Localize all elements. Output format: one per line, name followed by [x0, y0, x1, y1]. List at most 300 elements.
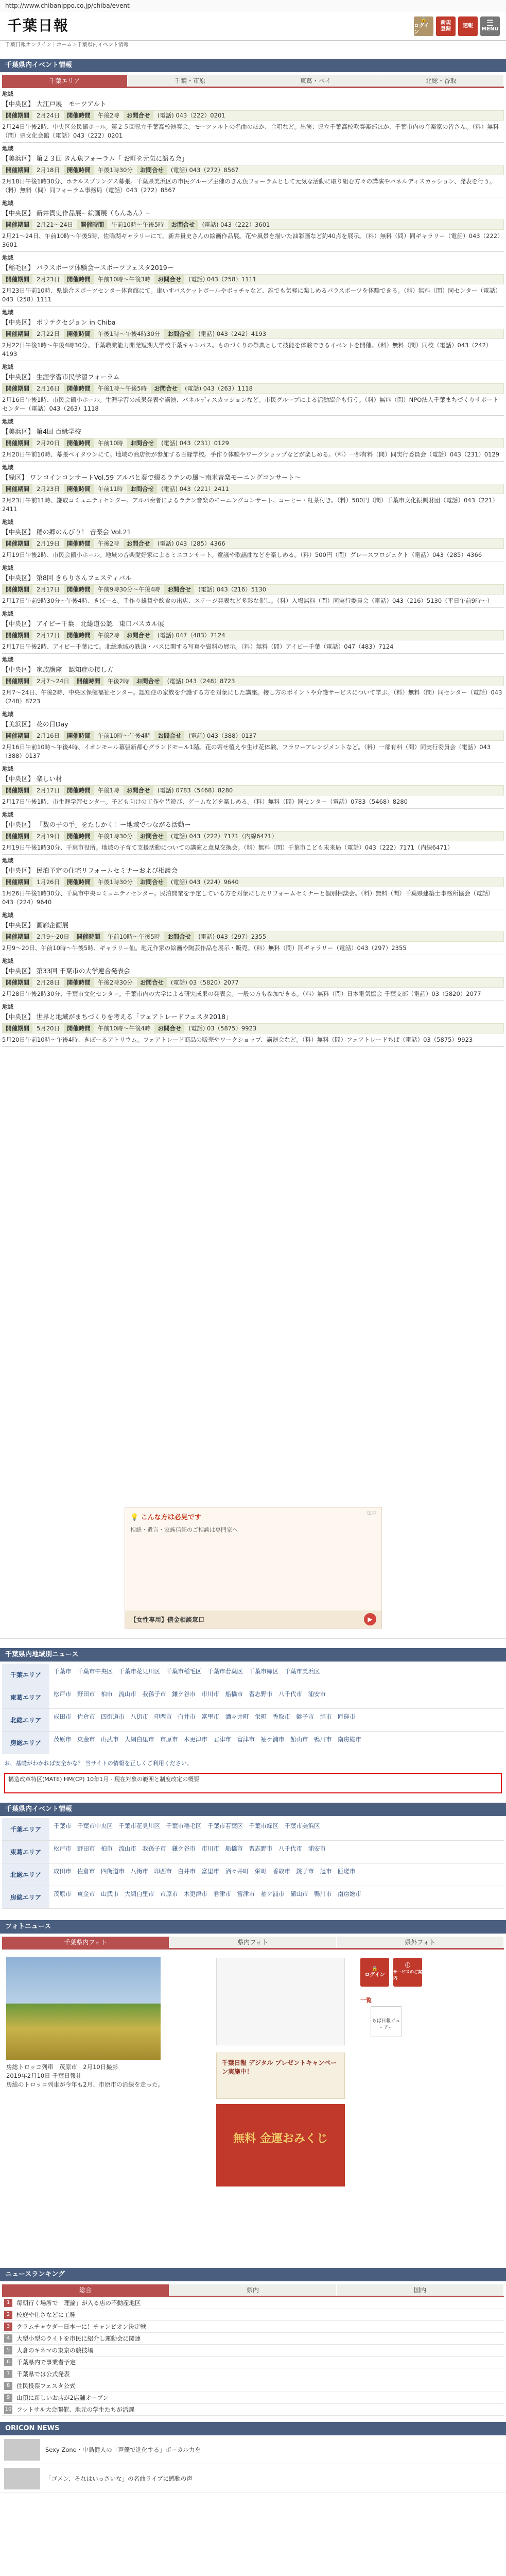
event-area: 地域	[2, 464, 13, 471]
oricon-list	[0, 2435, 506, 2493]
ranking-text[interactable]: 千葉県内で事業者予定	[16, 2359, 76, 2366]
url-text: http://www.chibanippo.co.jp/chiba/event	[5, 2, 130, 9]
event-contact: (電話) 043（216）5130	[198, 586, 267, 593]
event-date-key: 開催期間	[3, 585, 32, 594]
ranking-number: 6	[4, 2358, 12, 2366]
event-time: 午後1時30分	[97, 878, 133, 886]
event-contact-key: お問合せ	[154, 1024, 184, 1033]
area-link-cities[interactable]: 松戸市 野田市 柏市 流山市 我孫子市 鎌ケ谷市 市川市 船橋市 習志野市 八千代市 浦安市	[54, 1690, 326, 1698]
ranking-item[interactable]	[2, 2309, 504, 2321]
event-item[interactable]	[2, 562, 504, 608]
ranking-title: ニュースランキング	[0, 2268, 506, 2281]
event-area: 地域	[2, 766, 13, 772]
event-time: 午前10時〜午後4時	[97, 732, 151, 739]
events-area-links	[0, 1816, 506, 1911]
event-meta	[2, 584, 504, 595]
event-date: 2月23日	[37, 276, 60, 283]
area-link-row	[2, 1709, 504, 1732]
event-time-key: 開催時間	[64, 585, 94, 594]
ranking-number: 5	[4, 2346, 12, 2354]
event-time-key: 開催時間	[64, 539, 94, 548]
event-contact-key: お問合せ	[151, 384, 181, 393]
event-time-key: 開催時間	[64, 1024, 94, 1033]
event-contact-key: お問合せ	[137, 978, 167, 987]
events-tabs	[2, 75, 504, 88]
site-header	[0, 11, 506, 41]
tab-photo-domestic[interactable]: 県内フォト	[169, 1937, 337, 1948]
tab-chiba-area[interactable]: 千葉エリア	[2, 75, 128, 87]
event-description: 2月18日午後1時30分、ホテルスプリングス幕張。千葉県美浜区の市民グループ主催のきん魚フォーラムとして元気な活動に取り組む方々の講演やパネルディスカッション、発表を行う。（料）無料（問）同フォーラム事務局（電話）043（272）8567	[2, 178, 496, 194]
event-area: 地域	[2, 145, 13, 152]
event-date: 2月9〜20日	[37, 933, 69, 940]
event-contact-key: お問合せ	[164, 932, 194, 941]
tab-hokuso-katori[interactable]: 北総・香取	[378, 75, 504, 87]
event-title[interactable]: 【中央区】 楽しい村	[2, 775, 62, 783]
event-area: 地域	[2, 912, 13, 919]
event-description: 2月21〜24日、午前10時〜午後5時、佐鳴湖ギャラリーにて。新井貴史さんの絵画作品展。花や風景を描いた油彩画など約40点を展示。（料）無料（問）同ギャラリー（電話）043（222）3601	[2, 232, 503, 248]
event-area: 地域	[2, 255, 13, 261]
oricon-title: ORICON NEWS	[0, 2422, 506, 2435]
event-title[interactable]: 【緑区】 ワンコインコンサートVol.59 アルパと奏で綴るラテンの風〜南米音楽モーニングコンサート〜	[2, 473, 301, 481]
ranking-item[interactable]	[2, 2297, 504, 2309]
area-link-cities[interactable]: 千葉市 千葉市中央区 千葉市花見川区 千葉市稲毛区 千葉市若葉区 千葉市緑区 千葉市美浜区	[54, 1822, 320, 1829]
tab-ranking-national[interactable]: 国内	[337, 2284, 504, 2296]
area-link-row	[2, 1841, 504, 1863]
event-date: 2月19日	[37, 540, 60, 547]
event-title[interactable]: 【中央区】 稲の郷のんびり！ 音楽会 Vol.21	[2, 528, 131, 536]
event-date-key: 開催期間	[3, 786, 32, 795]
event-title[interactable]: 【中央区】 民泊予定の住宅リフォームセミナーおよび相談会	[2, 867, 178, 874]
events-section-title: 千葉県内イベント情報	[0, 59, 506, 72]
event-date: 2月17日	[37, 632, 60, 639]
ranking-text[interactable]: 校庭や仕さなどに工種	[16, 2311, 76, 2318]
event-time: 午前10時〜午後5時	[111, 221, 164, 228]
event-contact: (電話) 043（222）7171（内線6471）	[170, 833, 277, 840]
event-area: 地域	[2, 1004, 13, 1010]
event-meta	[2, 630, 504, 640]
event-time: 午前10時〜午後5時	[107, 933, 161, 940]
event-item[interactable]	[2, 654, 504, 708]
event-title[interactable]: 【美浜区】 第２３回 きん魚フォーラム「 お町を元気に語る会」	[2, 155, 188, 162]
event-time-key: 開催時間	[64, 731, 94, 740]
event-contact-key: お問合せ	[124, 631, 153, 640]
area-link-label[interactable]: 東葛エリア	[2, 1841, 49, 1863]
event-time-key: 開催時間	[74, 932, 103, 941]
event-time-key: 開催時間	[64, 438, 94, 448]
event-title[interactable]: 【中央区】 生涯学習市民学習フォーラム	[2, 373, 120, 381]
ad-banner[interactable]	[125, 1507, 382, 1629]
event-item[interactable]	[2, 763, 504, 809]
event-item[interactable]	[2, 252, 504, 307]
ranking-item[interactable]	[2, 2368, 504, 2380]
area-link-label[interactable]: 北総エリア	[2, 1863, 49, 1886]
event-time: 午後1時	[97, 787, 119, 794]
lock-icon: 🔒	[371, 1966, 378, 1972]
regional-news-title: 千葉県内地域別ニュース	[0, 1648, 506, 1662]
event-title[interactable]: 【中央区】 新井貴史作品展ー絵画展（らんあん）ー	[2, 209, 152, 217]
ranking-text[interactable]: クラムチャウダー日本一に！チャンピオン決定戦	[16, 2323, 146, 2330]
present-campaign-banner[interactable]: 千葉日報 デジタル プレゼントキャンペーン実施中！	[216, 2053, 345, 2099]
event-contact: (電話) 043（222）0201	[157, 112, 225, 119]
event-item[interactable]	[2, 416, 504, 462]
event-contact-key: お問合せ	[168, 220, 198, 229]
event-date-key: 開催期間	[3, 384, 32, 393]
event-item[interactable]	[2, 462, 504, 516]
event-item[interactable]	[2, 88, 504, 143]
tab-ranking-local[interactable]: 県内	[169, 2284, 337, 2296]
area-link-cities[interactable]: 茂原市 東金市 山武市 大網白里市 市原市 木更津市 君津市 富津市 袖ケ浦市 館山市 鴨川市 南房総市	[54, 1736, 361, 1743]
event-title[interactable]: 【中央区】 ボリテクセジョン in Chiba	[2, 318, 116, 326]
event-area: 地域	[2, 309, 13, 316]
event-date-key: 開催期間	[3, 631, 32, 640]
event-title[interactable]: 【中央区】 第8回 きらりさんフェスティバル	[2, 574, 132, 582]
event-date-key: 開催期間	[3, 676, 32, 686]
event-description: 2月19日午後1時30分、千葉市役所。地域の子育て支援活動についての講演と意見交換会。（料）無料（問）千葉市こども未来局（電話）043（222）7171（内線6471）	[2, 844, 453, 851]
event-contact: (電話) 043（297）2355	[198, 933, 267, 940]
event-time: 午前10時〜午後4時	[97, 1025, 151, 1032]
event-time: 午後2時	[107, 677, 129, 685]
event-time: 午前10時〜午後3時	[97, 276, 151, 283]
event-date-key: 開催期間	[3, 484, 32, 494]
event-title[interactable]: 【中央区】 第33回 千葉市の大学連合発表会	[2, 967, 130, 975]
event-description: 2月24日午後2時、中央区公民館ホール。第２５回県立千葉高校演奏会。モーツァルトの名曲のほか、合唱など。出演：県立千葉高校吹奏楽部ほか、千葉市内の音楽家の皆さん。（料）無料（問）県文化会館（電話）043（222）0201	[2, 123, 499, 139]
event-area: 地域	[2, 91, 13, 97]
events-list	[0, 88, 506, 1500]
event-item[interactable]	[2, 197, 504, 252]
ranking-text[interactable]: 大型小型のライトを市民に紹介し運動会に関連	[16, 2335, 141, 2342]
area-link-cities[interactable]: 松戸市 野田市 柏市 流山市 我孫子市 鎌ケ谷市 市川市 船橋市 習志野市 八千代市 浦安市	[54, 1845, 326, 1852]
ranking-item[interactable]	[2, 2345, 504, 2357]
event-date-key: 開催期間	[3, 1024, 32, 1033]
event-contact-key: お問合せ	[124, 111, 153, 120]
event-description: 2月23日午前10時、県総合スポーツセンター体育館にて。車いすバスケットボールやボッチャなど、誰でも気軽に楽しめるパラスポーツを体験できる。（料）無料（問）同センター（電話）043（258）1111	[2, 287, 501, 303]
event-time-key: 開催時間	[64, 978, 94, 987]
event-date-key: 開催期間	[3, 978, 32, 987]
area-link-label[interactable]: 房総エリア	[2, 1886, 49, 1908]
event-contact: (電話) 043（258）1111	[188, 276, 257, 283]
event-contact: (電話) 043（224）9640	[170, 878, 239, 886]
event-time: 午後2時	[97, 632, 119, 639]
event-date: 2月16日	[37, 385, 60, 392]
event-area: 地域	[2, 418, 13, 425]
breaking-news-button[interactable]: 速報	[458, 16, 478, 36]
event-date: 2月7〜24日	[37, 677, 69, 685]
event-contact: (電話) 03（5875）9923	[188, 1025, 257, 1032]
event-time: 午後1時30分	[97, 833, 133, 840]
event-area: 地域	[2, 519, 13, 526]
ranking-number: 4	[4, 2334, 12, 2343]
notice-text[interactable]: お、基礎がわかれば安全かな？ 当サイトの情報を正しくご利用ください。	[4, 1760, 193, 1767]
area-link-row	[2, 1686, 504, 1709]
omikuji-banner[interactable]: 無料 金運おみくじ	[216, 2104, 345, 2187]
event-description: 2月9〜20日、午前10時〜午後5時、ギャラリー仙。地元作家の絵画や陶芸作品を展示・販売。（料）無料（問）同ギャラリー（電話）043（297）2355	[2, 944, 407, 952]
event-area: 地域	[2, 958, 13, 964]
event-date-key: 開催期間	[3, 220, 32, 229]
event-meta	[2, 110, 504, 121]
ranking-number: 9	[4, 2394, 12, 2402]
area-link-label[interactable]: 房総エリア	[2, 1732, 49, 1754]
oricon-item[interactable]	[0, 2464, 506, 2493]
event-item[interactable]	[2, 708, 504, 763]
ranking-item[interactable]	[2, 2380, 504, 2392]
event-date-key: 開催期間	[3, 438, 32, 448]
area-link-cities[interactable]: 成田市 佐倉市 四街道市 八街市 印西市 白井市 富里市 酒々井町 栄町 香取市 銚子市 旭市 匝瑳市	[54, 1868, 356, 1875]
menu-button[interactable]: ☰ MENU	[480, 16, 500, 36]
ad-footer[interactable]: 【女性専用】借金相談窓口 ▶	[125, 1611, 381, 1628]
event-date-key: 開催期間	[3, 877, 32, 887]
event-time-key: 開催時間	[64, 275, 94, 284]
event-time-key: 開催時間	[74, 676, 103, 686]
event-time: 午前10時	[97, 439, 124, 447]
event-description: 2月16日午前10時〜午後4時、イオンモール幕張新都心グランドモール1階。花の寄せ植えや生け花体験、フラワーアレンジメントなど。（料）一部有料（問）同実行委員会（電話）043（388）0137	[2, 743, 491, 759]
event-time-key: 開催時間	[64, 384, 94, 393]
event-contact: (電話) 043（248）8723	[167, 677, 235, 685]
area-link-row	[2, 1732, 504, 1754]
event-contact: (電話) 043（221）2411	[161, 485, 229, 493]
header-buttons	[414, 16, 500, 36]
event-date: 2月28日	[37, 979, 60, 986]
event-title[interactable]: 【美浜区】 第4回 百縁学校	[2, 428, 81, 435]
event-description: 5月20日午前10時〜午後4時、きぼーるアトリウム。フェアトレード商品の販売やワークショップ、講演会など。（料）無料（問）フェアトレードちば（電話）03（5875）9923	[2, 1036, 473, 1043]
event-meta	[2, 931, 504, 942]
event-contact-key: お問合せ	[124, 786, 153, 795]
tab-photo-overseas[interactable]: 県外フォト	[337, 1937, 504, 1948]
event-time-key: 開催時間	[77, 220, 107, 229]
address-bar[interactable]	[0, 0, 506, 11]
tab-photo-chiba[interactable]: 千葉県内フォト	[2, 1937, 169, 1948]
event-meta	[2, 831, 504, 841]
event-title[interactable]: 【中央区】 アイビー千葉 北総道公認 東口バスカル展	[2, 620, 164, 628]
oricon-text[interactable]: Sexy Zone・中島健人の「声優で進化する」ボーカル力を	[45, 2446, 201, 2453]
event-item[interactable]	[2, 909, 504, 955]
ranking-tabs	[2, 2284, 504, 2297]
site-logo[interactable]: 千葉日報	[7, 17, 69, 34]
event-description: 2月19日午後2時、市民会館小ホール。地域の音楽愛好家によるミニコンサート。童謡や歌謡曲などを楽しめる。（料）500円（問）グレースプロジェクト（電話）043（285）4366	[2, 551, 482, 558]
event-time-key: 開催時間	[64, 484, 94, 494]
ranking-text[interactable]: フットサル大会開催、地元の学生たちが活躍	[16, 2406, 134, 2413]
event-date-key: 開催期間	[3, 731, 32, 740]
ad-label: 広告	[367, 1511, 376, 1516]
area-link-label[interactable]: 北総エリア	[2, 1709, 49, 1731]
info-icon: ⓘ	[405, 1963, 410, 1969]
event-contact: (電話) 043（285）4366	[157, 540, 225, 547]
event-meta	[2, 219, 504, 230]
event-item[interactable]	[2, 1001, 504, 1047]
photo-caption: 房総トロッコ列車 茂原市 2月10日撮影 2019年2月10日 千葉日報社 房総のトロッコ列車が今年も2月、市原市の沿線を走った。	[6, 2063, 164, 2088]
event-item[interactable]	[2, 608, 504, 654]
event-area: 地域	[2, 364, 13, 370]
event-area: 地域	[2, 611, 13, 617]
event-contact-key: お問合せ	[133, 676, 163, 686]
event-meta	[2, 274, 504, 284]
photo-tabs	[2, 1937, 504, 1950]
ranking-number: 7	[4, 2370, 12, 2378]
ranking-number: 8	[4, 2382, 12, 2390]
photo-news-title: フォトニュース	[0, 1920, 506, 1934]
ranking-list	[0, 2297, 506, 2416]
event-item[interactable]	[2, 307, 504, 361]
event-description: 2月16日午後1時、市民会館小ホール。生涯学習の成果発表や講演、パネルディスカッションなど。市民グループによる活動紹介も行う。（料）無料（問）NPO法人千葉まちづくりサポートセンター（電話）043（263）1118	[2, 396, 499, 412]
oricon-thumbnail[interactable]	[4, 2439, 40, 2461]
event-item[interactable]	[2, 809, 504, 855]
ranking-item[interactable]	[2, 2321, 504, 2333]
area-link-label[interactable]: 千葉エリア	[2, 1664, 49, 1686]
ranking-item[interactable]	[2, 2392, 504, 2404]
event-meta	[2, 538, 504, 549]
ranking-text[interactable]: 住民投票フェスタ公式	[16, 2382, 76, 2389]
event-contact: (電話) 043（272）8567	[170, 166, 239, 174]
event-contact: (電話) 043（388）0137	[188, 732, 257, 739]
event-meta	[2, 1023, 504, 1033]
event-contact: (電話) 0783（5468）8280	[157, 787, 233, 794]
event-contact: (電話) 043（263）1118	[185, 385, 253, 392]
event-date: 2月17日	[37, 586, 60, 593]
ranking-text[interactable]: 千葉県では公式発表	[16, 2370, 70, 2378]
breadcrumb: 千葉日報オンライン｜ホーム＞千葉県内イベント情報	[5, 42, 129, 48]
tab-ranking-all[interactable]: 総合	[2, 2284, 169, 2296]
hamburger-icon: ☰	[486, 18, 494, 28]
event-time: 午後1時〜午後5時	[97, 385, 147, 392]
area-link-label[interactable]: 千葉エリア	[2, 1818, 49, 1840]
event-date-key: 開催期間	[3, 832, 32, 841]
regional-news-links	[0, 1662, 506, 1756]
event-area: 地域	[2, 811, 13, 818]
ranking-text[interactable]: 大倉のキネマの東京の競技場	[16, 2347, 94, 2354]
oricon-thumbnail[interactable]	[4, 2468, 40, 2489]
newspaper-thumbnail[interactable]	[216, 1958, 345, 2045]
event-area: 地域	[2, 656, 13, 663]
area-link-cities[interactable]: 千葉市 千葉市中央区 千葉市花見川区 千葉市稲毛区 千葉市若葉区 千葉市緑区 千葉市美浜区	[54, 1668, 320, 1675]
event-contact-key: お問合せ	[127, 438, 157, 448]
event-time: 午後2時30分	[97, 979, 133, 986]
event-time: 午後1時〜午後4時30分	[97, 330, 161, 337]
event-meta	[2, 877, 504, 887]
side-buttons	[360, 1958, 422, 1987]
ranking-number: 10	[4, 2405, 12, 2414]
area-link-label[interactable]: 東葛エリア	[2, 1686, 49, 1708]
event-meta	[2, 165, 504, 175]
event-title[interactable]: 【中央区】 画廊企画展	[2, 921, 68, 929]
ranking-number: 2	[4, 2311, 12, 2319]
event-title[interactable]: 【中央区】 「数の子の手」をたしかく！ー地域でつながる活動ー	[2, 821, 191, 828]
tab-chiba-ichihara[interactable]: 千葉・市原	[128, 75, 253, 87]
event-time-key: 開催時間	[64, 631, 94, 640]
event-area: 地域	[2, 565, 13, 571]
event-date: 2月18日	[37, 166, 60, 174]
ranking-item[interactable]	[2, 2404, 504, 2416]
area-link-row	[2, 1818, 504, 1841]
event-area: 地域	[2, 200, 13, 207]
event-title[interactable]: 【中央区】 大江戸展 モーツアルト	[2, 100, 107, 108]
event-contact-key: お問合せ	[154, 275, 184, 284]
event-date: 2月21〜24日	[37, 221, 74, 228]
event-date: 2月17日	[37, 787, 60, 794]
events-links-title: 千葉県内イベント情報	[0, 1803, 506, 1816]
area-link-row	[2, 1886, 504, 1909]
event-description: 2月23日午前11時、鎌取コミュニティセンター。アルパ奏者によるラテン音楽のモーニングコンサート。コーヒー・紅茶付き。（料）500円（問）千葉市文化振興財団（電話）043（221）2411	[2, 497, 498, 513]
event-time: 午前9時30分〜午後4時	[97, 586, 161, 593]
event-contact-key: お問合せ	[127, 484, 157, 494]
event-contact-key: お問合せ	[164, 585, 194, 594]
event-time: 午後1時30分	[97, 166, 133, 174]
area-link-cities[interactable]: 成田市 佐倉市 四街道市 八街市 印西市 白井市 富里市 酒々井町 栄町 香取市 銚子市 旭市 匝瑳市	[54, 1713, 356, 1720]
ranking-number: 1	[4, 2299, 12, 2307]
lock-icon: 🔒	[420, 17, 427, 23]
login-button[interactable]: 🔒 ログイン	[414, 16, 433, 36]
service-guide-button[interactable]: ⓘ サービスのご案内	[393, 1958, 422, 1987]
list-link[interactable]: 一覧	[360, 1997, 372, 2004]
event-description: 2月20日午前10時、幕張ベイタウンにて。地域の商店街が参加する百縁学校。手作り体験やワークショップなどが楽しめる。（料）一部有料（問）同実行委員会（電話）043（231）0129	[2, 451, 500, 458]
oricon-item[interactable]	[0, 2435, 506, 2464]
event-item[interactable]	[2, 143, 504, 197]
event-description: 2月17日午前9時30分〜午後4時、きぼーる。手作り雑貨や飲食の出店、ステージ発表など多彩な催し。（料）入場無料（問）同実行委員会（電話）043（216）5130（平日午前9時〜）	[2, 597, 493, 604]
event-contact-key: お問合せ	[137, 877, 167, 887]
ranking-item[interactable]	[2, 2333, 504, 2345]
event-date: 2月22日	[37, 330, 60, 337]
event-item[interactable]	[2, 516, 504, 562]
arrow-right-icon[interactable]: ▶	[364, 1613, 376, 1625]
event-date-key: 開催期間	[3, 111, 32, 120]
event-meta	[2, 438, 504, 448]
event-date: 1月26日	[37, 878, 60, 886]
notice-box[interactable]: 構造改革特区(MATE) HM(CP) 10年1月 - 現在対象の範囲と制度改定の概要	[4, 1773, 502, 1793]
event-title[interactable]: 【稲毛区】 パラスポーツ体験会ースポーツフェスタ2019ー	[2, 264, 174, 272]
ranking-text[interactable]: 毎朝行く場所で「理論」が入る店の不動産地区	[16, 2299, 141, 2307]
event-time-key: 開催時間	[64, 832, 94, 841]
side-login-button[interactable]: 🔒 ログイン	[360, 1958, 389, 1987]
event-date-key: 開催期間	[3, 539, 32, 548]
event-date-key: 開催期間	[3, 165, 32, 175]
tab-tokatsu-bay[interactable]: 東葛・ベイ	[253, 75, 379, 87]
event-contact-key: お問合せ	[137, 832, 167, 841]
register-button[interactable]: 新規 登録	[436, 16, 456, 36]
event-date: 5月20日	[37, 1025, 60, 1032]
event-contact: (電話) 03（5820）2077	[170, 979, 239, 986]
event-date: 2月23日	[37, 485, 60, 493]
event-title[interactable]: 【美浜区】 花の日Day	[2, 720, 68, 728]
event-time-key: 開催時間	[64, 165, 94, 175]
event-description: 2月7〜24日、午後2時、中央区保健福祉センター。認知症の家族を介護する方を対象にした講座。接し方のポイントや介護サービスについて学ぶ。（料）無料（問）同センター（電話）043（248）8723	[2, 689, 502, 705]
event-description: 2月17日午後2時、アイビー千葉にて。北総地域の鉄道・バスに関する写真や資料の展示。（料）無料（問）アイビー千葉（電話）047（483）7124	[2, 643, 394, 650]
event-date-key: 開催期間	[3, 275, 32, 284]
event-meta	[2, 731, 504, 741]
event-area: 地域	[2, 857, 13, 864]
event-item[interactable]	[2, 855, 504, 909]
event-title[interactable]: 【中央区】 家族講座 認知症の接し方	[2, 666, 114, 673]
event-item[interactable]	[2, 955, 504, 1001]
event-contact: (電話) 043（222）3601	[202, 221, 270, 228]
oricon-text[interactable]: 「ゴメン、それはいっさいな」の名曲ライブに感動の声	[45, 2475, 193, 2482]
event-meta	[2, 676, 504, 686]
ranking-item[interactable]	[2, 2357, 504, 2368]
advertisement	[0, 1500, 506, 1639]
area-link-row	[2, 1664, 504, 1686]
photo-image[interactable]	[6, 1957, 161, 2060]
area-link-cities[interactable]: 茂原市 東金市 山武市 大網白里市 市原市 木更津市 君津市 富津市 袖ケ浦市 館山市 鴨川市 南房総市	[54, 1890, 361, 1897]
event-meta	[2, 977, 504, 988]
event-title[interactable]: 【中央区】 世界と地域がまちづくりを考える「フェアトレードフェスタ2018」	[2, 1013, 232, 1021]
ranking-text[interactable]: 山頂に新しいお店が2店舗オープン	[16, 2394, 109, 2401]
photo-news	[0, 1950, 506, 2259]
event-item[interactable]	[2, 361, 504, 416]
event-meta	[2, 785, 504, 795]
event-description: 1月26日午後1時30分、千葉市中央コミュニティセンター。民泊開業を予定している方を対象にしたリフォームセミナーと個別相談会。（料）無料（問）千葉県建築士事務所協会（電話）043（224）9640	[2, 890, 494, 906]
event-contact-key: お問合せ	[137, 165, 167, 175]
viewer-link[interactable]: ちば日報ビューアー	[371, 2006, 402, 2037]
event-time-key: 開催時間	[64, 329, 94, 338]
event-time: 午後2時	[97, 540, 119, 547]
event-time-key: 開催時間	[64, 111, 94, 120]
